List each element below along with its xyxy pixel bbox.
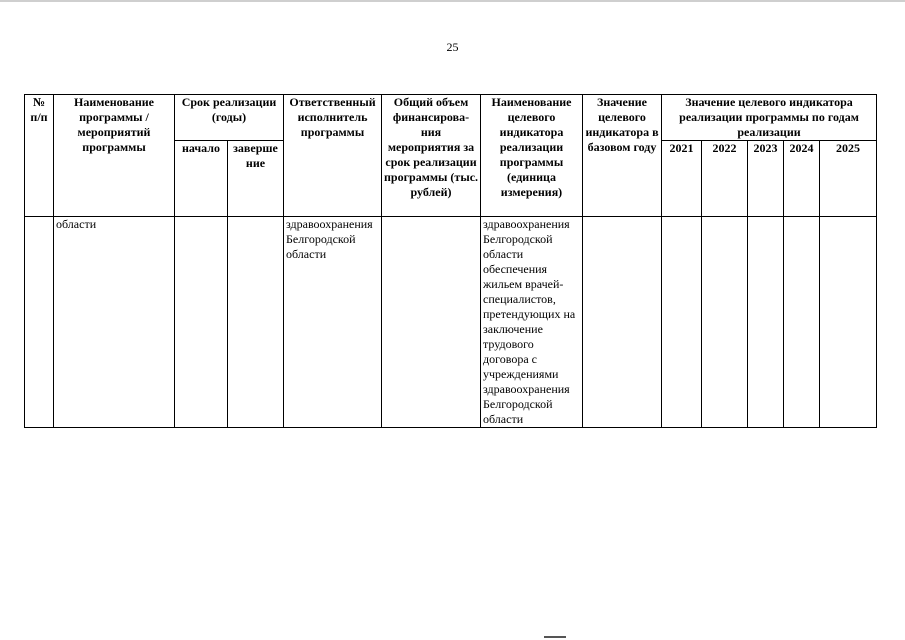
- header-num: № п/п: [25, 95, 54, 217]
- header-period-end: заверше ние: [228, 141, 284, 217]
- cell-2023: [748, 217, 784, 428]
- cell-2025: [820, 217, 877, 428]
- header-year-2024: 2024: [784, 141, 820, 217]
- cell-2024: [784, 217, 820, 428]
- header-base-value: Значение целевого индикатора в базовом году: [583, 95, 662, 217]
- page-number: 25: [446, 40, 459, 54]
- header-financing: Общий объем финансирова-ния мероприятия за срок реализации программы (тыс. рублей): [382, 95, 481, 217]
- cell-financing: [382, 217, 481, 428]
- header-year-2023: 2023: [748, 141, 784, 217]
- cell-end: [228, 217, 284, 428]
- table-row: [25, 217, 877, 428]
- header-period: Срок реализации (годы): [175, 95, 284, 141]
- header-year-2021: 2021: [662, 141, 702, 217]
- scan-artifact-mark: [544, 636, 566, 638]
- cell-2022: [702, 217, 748, 428]
- header-period-start: начало: [175, 141, 228, 217]
- header-year-2025: 2025: [820, 141, 877, 217]
- cell-executor: здравоохранения Белгородской области: [284, 217, 382, 428]
- cell-num: [25, 217, 54, 428]
- header-executor: Ответственный исполнитель программы: [284, 95, 382, 217]
- header-program-name: Наименование программы / мероприятий программы: [54, 95, 175, 217]
- cell-base-value: [583, 217, 662, 428]
- cell-2021: [662, 217, 702, 428]
- cell-program-name: области: [54, 217, 175, 428]
- header-year-2022: 2022: [702, 141, 748, 217]
- cell-indicator: здравоохранения Белгородской области обеспечения жильем врачей-специалистов, претендующих на заключение трудового договора с учреждениями здравоохранения Белгородской области: [481, 217, 583, 428]
- program-indicators-table: [24, 94, 877, 428]
- top-edge-line: [0, 0, 905, 2]
- header-indicator-name: Наименование целевого индикатора реализации программы (единица измерения): [481, 95, 583, 217]
- header-by-years: Значение целевого индикатора реализации программы по годам реализации: [662, 95, 877, 141]
- cell-start: [175, 217, 228, 428]
